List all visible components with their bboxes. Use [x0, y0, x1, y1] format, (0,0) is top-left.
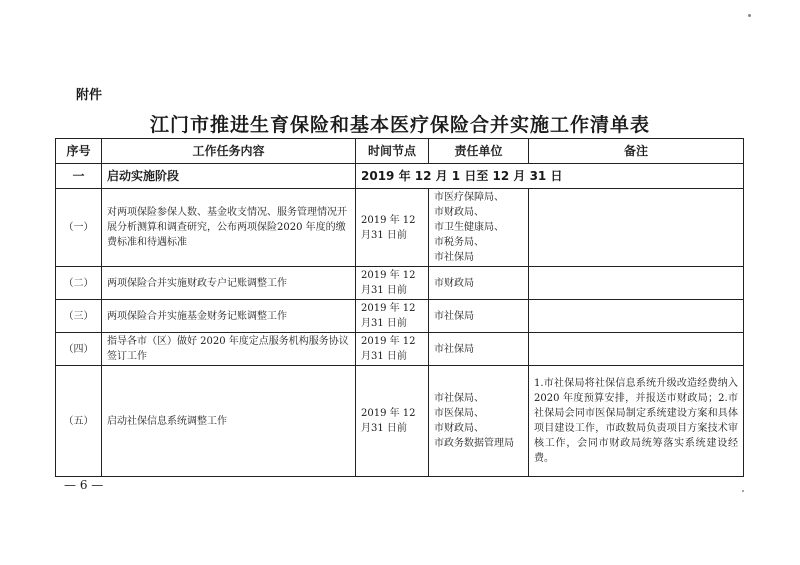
table-row — [56, 333, 744, 366]
scan-speck — [748, 14, 751, 17]
row-date: 2019 年 12 月31 日前 — [356, 189, 429, 267]
row-task: 两项保险合并实施基金财务记账调整工作 — [102, 300, 356, 333]
unit-line: 市社保局 — [434, 310, 474, 322]
row-notes — [529, 333, 744, 366]
unit-line: 市财政局、 — [434, 207, 484, 218]
stage-row — [56, 164, 744, 189]
row-seq: （二） — [56, 267, 102, 300]
unit-line: 市社保局 — [434, 343, 474, 355]
unit-line: 市社保局 — [434, 252, 474, 263]
row-notes — [529, 267, 744, 300]
page-title: 江门市推进生育保险和基本医疗保险合并实施工作清单表 — [149, 114, 650, 136]
row-notes — [529, 300, 744, 333]
row-task: 启动社保信息系统调整工作 — [102, 366, 356, 477]
row-task: 对两项保险参保人数、基金收支情况、服务管理情况开展分析测算和调查研究，公布两项保险2020 年度的缴费标准和待遇标准 — [102, 189, 356, 267]
table-row — [56, 267, 744, 300]
work-list-table — [55, 138, 744, 477]
stage-seq: 一 — [56, 164, 102, 189]
row-notes: 1.市社保局将社保信息系统升级改造经费纳入 2020 年度预算安排，并报送市财政局；2.市社保局会同市医保局制定系统建设方案和具体项目建设工作，市政数局负责项目方案技术审核工作，会同市财政局统筹落实系统建设经费。 — [529, 366, 744, 477]
row-date: 2019 年 12 月31 日前 — [356, 333, 429, 366]
row-units — [429, 333, 529, 366]
row-units — [429, 366, 529, 477]
row-units — [429, 189, 529, 267]
row-task: 两项保险合并实施财政专户记账调整工作 — [102, 267, 356, 300]
row-seq: （三） — [56, 300, 102, 333]
scan-speck — [742, 490, 744, 492]
unit-line: 市财政局 — [434, 277, 474, 289]
row-seq: （一） — [56, 189, 102, 267]
row-notes — [529, 189, 744, 267]
table-row — [56, 189, 744, 267]
header-task: 工作任务内容 — [102, 139, 356, 164]
unit-line: 市社保局、 — [434, 393, 484, 404]
row-seq: （四） — [56, 333, 102, 366]
row-date: 2019 年 12 月31 日前 — [356, 300, 429, 333]
page-number: — 6 — — [64, 478, 104, 492]
unit-line: 市卫生健康局、 — [434, 222, 504, 233]
row-seq: （五） — [56, 366, 102, 477]
unit-line: 市税务局、 — [434, 237, 484, 248]
unit-line: 市医疗保障局、 — [434, 192, 504, 203]
row-date: 2019 年 12 月31 日前 — [356, 267, 429, 300]
header-unit: 责任单位 — [429, 139, 529, 164]
row-units — [429, 267, 529, 300]
header-notes: 备注 — [529, 139, 744, 164]
header-date: 时间节点 — [356, 139, 429, 164]
stage-period: 2019 年 12 月 1 日至 12 月 31 日 — [356, 164, 744, 189]
table-header-row — [56, 139, 744, 164]
stage-task: 启动实施阶段 — [102, 164, 356, 189]
header-seq: 序号 — [56, 139, 102, 164]
table-row — [56, 366, 744, 477]
unit-line: 市医保局、 — [434, 408, 484, 419]
table-row — [56, 300, 744, 333]
row-date: 2019 年 12 月31 日前 — [356, 366, 429, 477]
row-task: 指导各市（区）做好 2020 年度定点服务机构服务协议签订工作 — [102, 333, 356, 366]
unit-line: 市财政局、 — [434, 423, 484, 434]
attachment-label: 附件 — [76, 88, 103, 103]
row-units — [429, 300, 529, 333]
unit-line: 市政务数据管理局 — [434, 438, 514, 449]
